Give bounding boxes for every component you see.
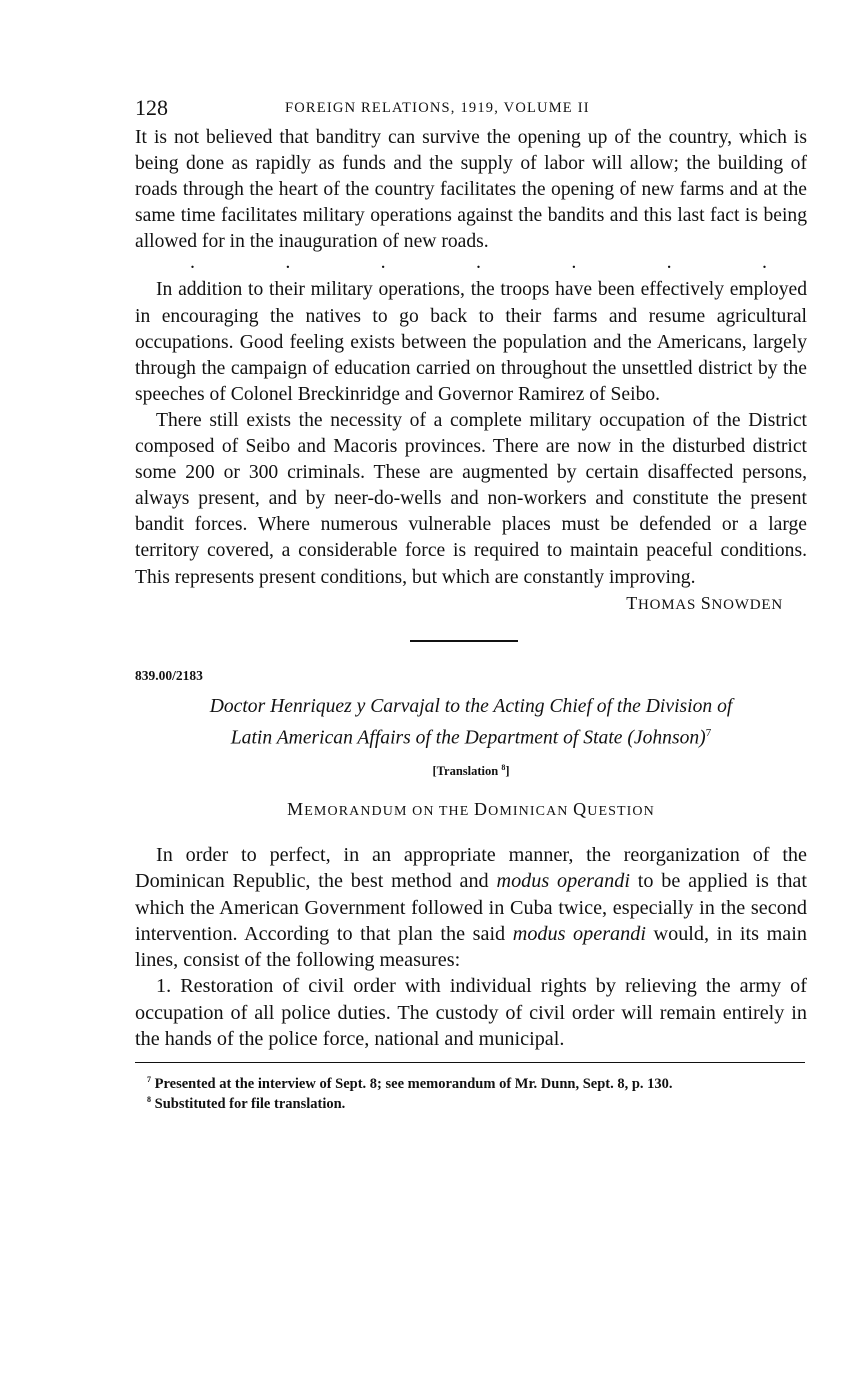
ellipsis-dot: . <box>761 251 767 274</box>
running-title: FOREIGN RELATIONS, 1919, VOLUME II <box>285 100 590 116</box>
footnote-ref-7[interactable]: 7 <box>705 726 712 739</box>
heading-line-2: Latin American Affairs of the Department of State (Johnson) <box>230 727 706 749</box>
paragraph-reorganization: In order to perfect, in an appropriate manner, the reorganization of the Dominican Republic, the best method and modus operandi to be applied is that which the American Government followed in Cuba twice, especially in the second intervention. According to that plan the said modus operandi would, in its main lines, consist of the following measures: <box>135 844 807 972</box>
ellipsis-dot: . <box>666 251 672 274</box>
document-page <box>135 95 807 1113</box>
document-heading <box>135 694 807 752</box>
file-number: 839.00/2183 <box>135 667 203 683</box>
ellipsis-dot: . <box>190 251 195 274</box>
section-divider <box>410 640 518 642</box>
footnote-ref-8[interactable]: 8 <box>501 763 506 773</box>
footnote-8: $^8$ Substituted for file translation. <box>147 1095 346 1113</box>
signature: THOMAS SNOWDEN <box>626 592 783 613</box>
ellipsis-row <box>135 251 807 277</box>
translation-note: [Translation $^8$] <box>432 763 510 779</box>
heading-line-1: Doctor Henriquez y Carvajal to the Acting Chief of the Division of <box>209 695 733 717</box>
ellipsis-dot: . <box>475 251 481 274</box>
ellipsis-dot: . <box>380 251 386 274</box>
paragraph-measure-1: 1. Restoration of civil order with individual rights by relieving the army of occupation of all police duties. The custody of civil order will remain entirely in the hands of the police force, national and municipal. <box>135 975 807 1050</box>
footnotes <box>135 1072 807 1113</box>
page-number: 128 <box>135 95 168 120</box>
ellipsis-dot: . <box>571 251 577 274</box>
footnote-rule <box>135 1062 805 1063</box>
paragraph-banditry: It is not believed that banditry can survive the opening up of the country, which is being done as rapidly as funds and the supply of labor will allow; the building of roads through the heart of the country facilitates the opening of new farms and at the same time facilitates military operations against the bandits and this last fact is being allowed for in the inauguration of new roads. <box>135 127 807 253</box>
paragraph-occupation: There still exists the necessity of a complete military occupation of the District composed of Seibo and Macoris provinces. There are now in the disturbed district some 200 or 300 criminals. These are augmented by certain disaffected persons, always present, and by neer-do-wells and non-workers and constitute the present bandit forces. Where numerous vulnerable places must be defended or a large territory covered, a considerable force is required to maintain peaceful conditions. This represents present conditions, but which are constantly improving. <box>135 409 807 588</box>
ellipsis-dot: . <box>285 251 291 274</box>
page-header <box>135 95 807 125</box>
paragraph-military-operations: In addition to their military operations, the troops have been effectively employed in encouraging the natives to go back to their farms and resume agricultural occupations. Good feeling exists between the population and the Americans, largely through the campaign of education carried on throughout the unsettled district by the speeches of Colonel Breckinridge and Governor Ramirez of Seibo. <box>135 279 807 405</box>
footnote-7: $^7$ Presented at the interview of Sept. 8; see memorandum of Mr. Dunn, Sept. 8, p. 130. <box>147 1074 673 1092</box>
memorandum-title: MEMORANDUM ON THE DOMINICAN QUESTION <box>287 799 655 820</box>
